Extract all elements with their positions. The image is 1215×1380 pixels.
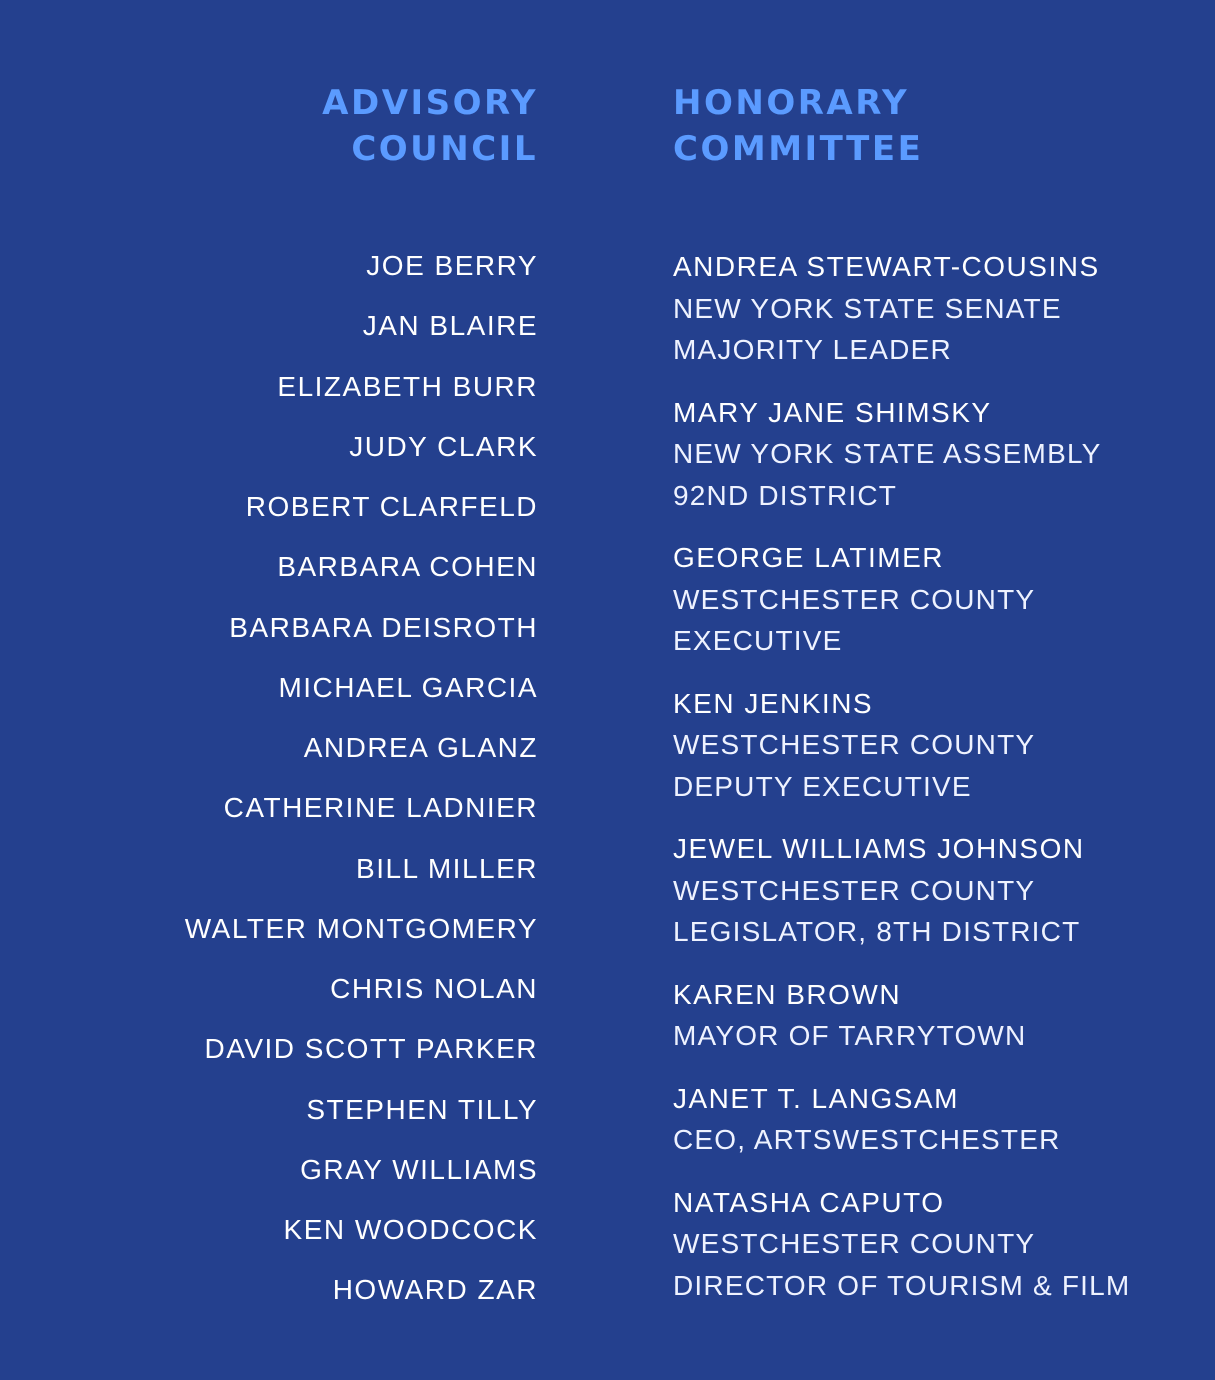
honorary-member-title: MAJORITY LEADER <box>673 334 952 365</box>
honorary-member-name: NATASHA CAPUTO <box>673 1186 945 1218</box>
honorary-member-name: GEORGE LATIMER <box>673 542 944 573</box>
advisory-council-list <box>185 246 538 1331</box>
honorary-committee-heading <box>673 80 923 172</box>
honorary-member <box>673 1182 1130 1307</box>
advisory-council-heading-line: COUNCIL <box>351 129 538 169</box>
honorary-member-title: MAYOR OF TARRYTOWN <box>673 1020 1027 1051</box>
honorary-committee-heading-line: COMMITTEE <box>673 129 924 169</box>
honorary-member-title: NEW YORK STATE ASSEMBLY <box>673 438 1102 469</box>
honorary-member-title: WESTCHESTER COUNTY <box>673 1228 1036 1259</box>
honorary-member-name: ANDREA STEWART-COUSINS <box>673 251 1100 282</box>
honorary-member-name: JEWEL WILLIAMS JOHNSON <box>673 833 1085 864</box>
advisory-member: KEN WOODCOCK <box>283 1214 538 1245</box>
honorary-member <box>673 537 1130 662</box>
advisory-member: GRAY WILLIAMS <box>300 1153 538 1185</box>
honorary-committee-heading-line: HONORARY <box>673 83 910 123</box>
honorary-member-name: MARY JANE SHIMSKY <box>673 396 992 428</box>
advisory-member: CHRIS NOLAN <box>330 973 538 1004</box>
advisory-council-heading <box>322 80 538 172</box>
advisory-member: BILL MILLER <box>356 852 538 884</box>
honorary-member-title: EXECUTIVE <box>673 625 843 656</box>
advisory-member: JAN BLAIRE <box>362 310 538 342</box>
honorary-member <box>673 828 1130 953</box>
advisory-member: BARBARA COHEN <box>277 551 538 583</box>
honorary-member <box>673 974 1130 1057</box>
advisory-member: STEPHEN TILLY <box>306 1093 538 1125</box>
advisory-member: ELIZABETH BURR <box>277 370 538 402</box>
honorary-member-title: 92ND DISTRICT <box>673 479 898 511</box>
advisory-member: BARBARA DEISROTH <box>229 611 538 643</box>
honorary-member-title: CEO, ARTSWESTCHESTER <box>673 1124 1061 1155</box>
advisory-member: JUDY CLARK <box>349 430 538 462</box>
honorary-member-title: LEGISLATOR, 8TH DISTRICT <box>673 916 1081 947</box>
honorary-member-name: JANET T. LANGSAM <box>673 1082 959 1114</box>
honorary-member <box>673 246 1130 371</box>
honorary-member <box>673 392 1130 517</box>
advisory-member: JOE BERRY <box>366 250 538 281</box>
honorary-member-title: DIRECTOR OF TOURISM & FILM <box>673 1269 1131 1301</box>
advisory-member: MICHAEL GARCIA <box>278 671 538 703</box>
honorary-member <box>673 1078 1130 1161</box>
advisory-member: HOWARD ZAR <box>332 1274 538 1306</box>
honorary-committee-list <box>673 246 1130 1306</box>
honorary-member <box>673 683 1130 808</box>
advisory-member: DAVID SCOTT PARKER <box>204 1033 538 1065</box>
advisory-member: CATHERINE LADNIER <box>223 792 538 824</box>
honorary-member-title: WESTCHESTER COUNTY <box>673 874 1036 906</box>
advisory-council-heading-line: ADVISORY <box>322 83 538 123</box>
advisory-member: ANDREA GLANZ <box>303 732 538 763</box>
honorary-member-title: NEW YORK STATE SENATE <box>673 292 1062 324</box>
advisory-member: ROBERT CLARFELD <box>245 491 538 522</box>
honorary-member-title: WESTCHESTER COUNTY <box>673 583 1036 615</box>
advisory-member: WALTER MONTGOMERY <box>184 912 538 944</box>
honorary-member-title: WESTCHESTER COUNTY <box>673 729 1036 760</box>
honorary-member-name: KAREN BROWN <box>673 978 902 1010</box>
honorary-member-name: KEN JENKINS <box>673 687 874 719</box>
honorary-member-title: DEPUTY EXECUTIVE <box>673 770 972 802</box>
